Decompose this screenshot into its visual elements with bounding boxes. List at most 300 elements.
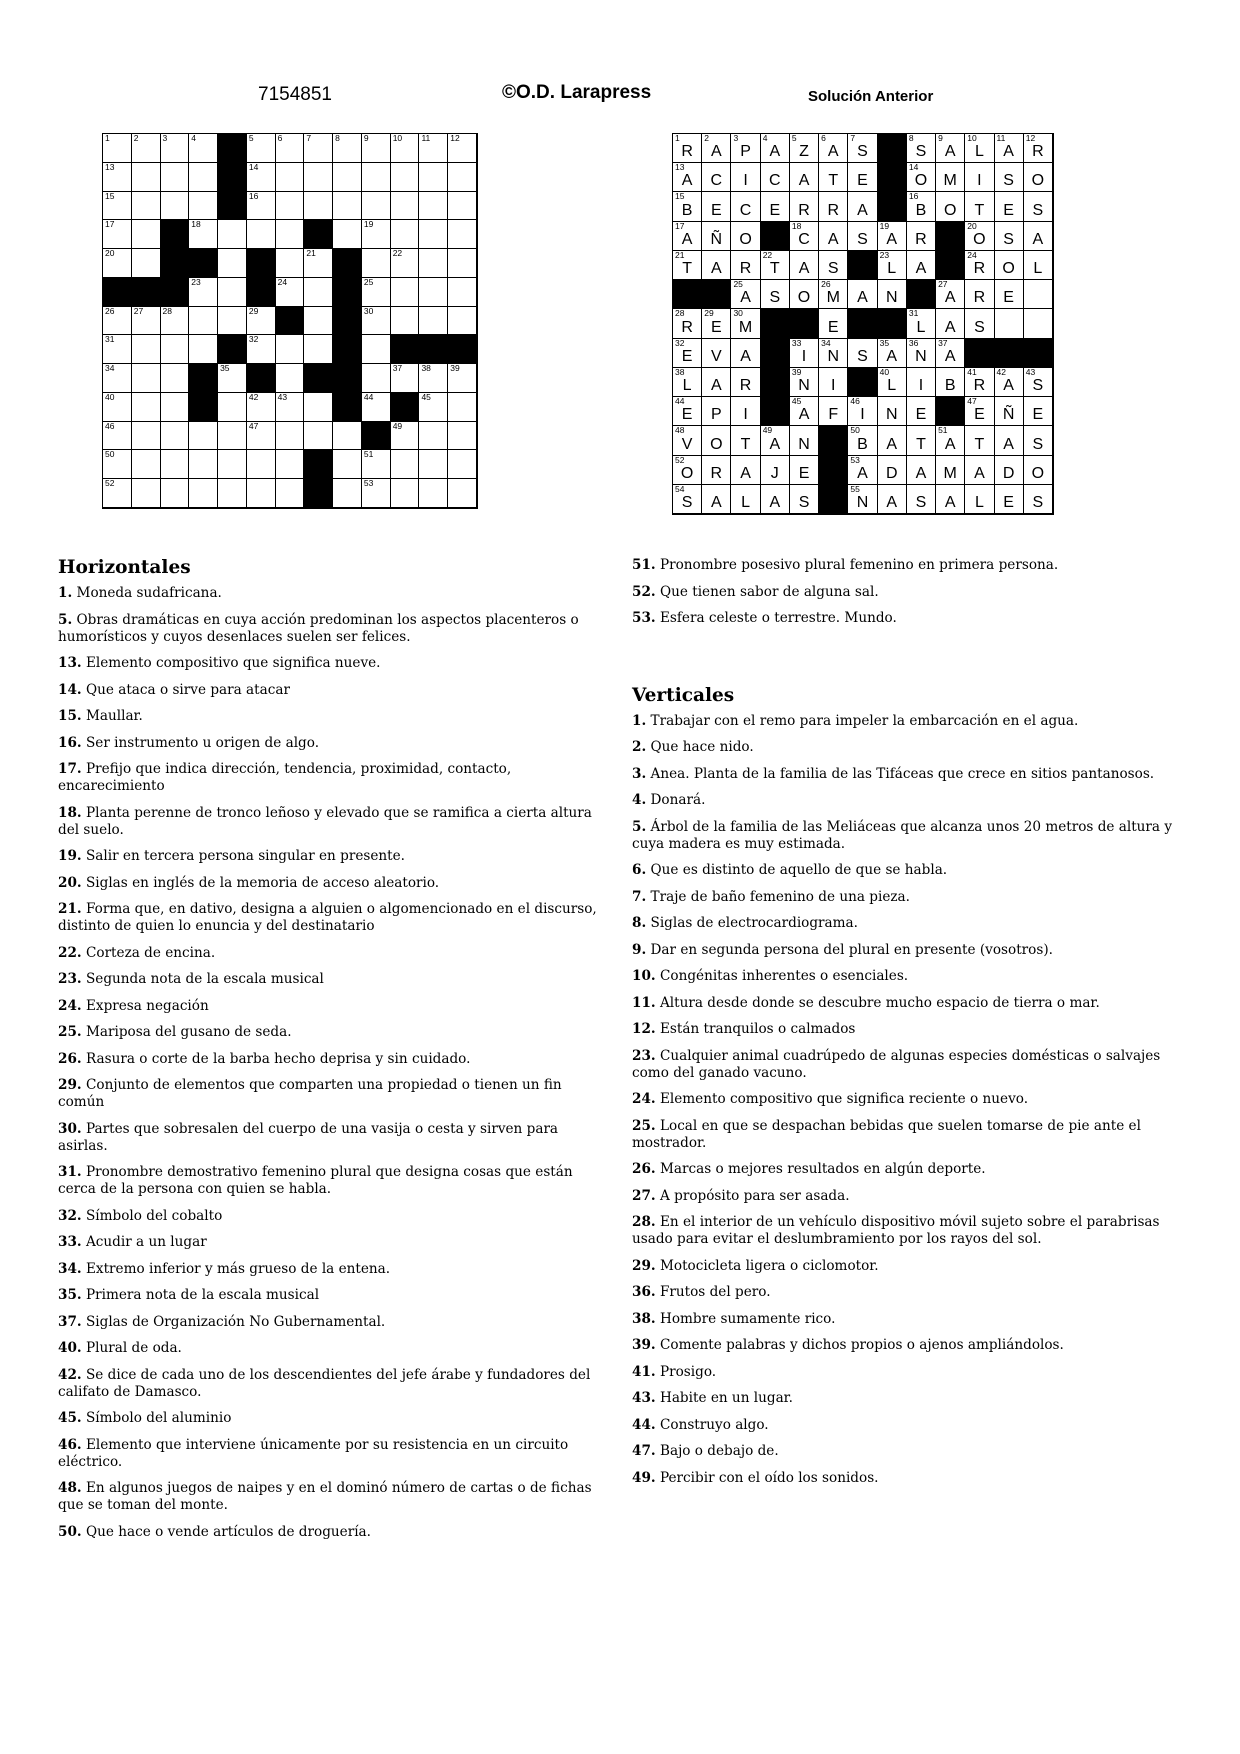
puzzle-cell[interactable] [391,364,420,393]
puzzle-cell[interactable] [189,278,218,307]
clue-text: Plural de oda. [81,1340,182,1356]
puzzle-cell[interactable] [218,422,247,451]
solution-cell [936,426,965,455]
puzzle-cell[interactable] [448,249,477,278]
cell-number: 12 [1025,133,1036,143]
puzzle-cell[interactable] [304,163,333,192]
cell-letter: A [1003,377,1014,395]
puzzle-cell[interactable] [304,249,333,278]
puzzle-id: 7154851 [258,84,332,105]
solution-cell [819,222,848,251]
puzzle-cell[interactable] [448,450,477,479]
solution-black-cell [761,222,790,251]
puzzle-cell[interactable] [391,278,420,307]
cell-letter: I [860,406,865,424]
cell-letter: E [710,201,722,219]
solution-cell [702,456,731,485]
puzzle-cell[interactable] [391,422,420,451]
clue-number: 46. [58,1436,82,1453]
clue-number: 49. [632,1469,656,1486]
clue-text: Árbol de la familia de las Meliáceas que alcanza unos 20 metros de altura y cuya madera es muy estimada. [632,818,1173,852]
solution-cell [995,192,1024,221]
puzzle-cell[interactable] [362,163,391,192]
solution-cell [790,280,819,309]
clue-number: 20. [58,874,82,891]
clue-number: 18. [58,804,82,821]
cell-number: 44 [363,391,374,402]
puzzle-cell[interactable] [218,364,247,393]
solution-cell [731,280,760,309]
puzzle-cell[interactable] [276,422,305,451]
puzzle-cell[interactable] [218,249,247,278]
cell-letter: P [740,143,751,161]
puzzle-cell[interactable] [448,278,477,307]
puzzle-cell[interactable] [161,307,190,336]
puzzle-cell[interactable] [189,450,218,479]
cell-letter: B [857,435,868,453]
puzzle-cell[interactable] [276,220,305,249]
puzzle-cell[interactable] [362,307,391,336]
cell-letter: M [826,289,840,307]
across-clues-column [58,557,606,1550]
puzzle-cell[interactable] [304,422,333,451]
puzzle-cell[interactable] [103,220,132,249]
puzzle-cell[interactable] [247,307,276,336]
puzzle-cell[interactable] [247,163,276,192]
puzzle-cell[interactable] [103,192,132,221]
puzzle-cell[interactable] [448,307,477,336]
puzzle-cell[interactable] [132,393,161,422]
puzzle-cell[interactable] [103,134,132,163]
puzzle-cell[interactable] [304,278,333,307]
cell-number: 26 [105,305,115,316]
puzzle-cell[interactable] [362,249,391,278]
puzzle-cell[interactable] [419,393,448,422]
puzzle-cell[interactable] [247,192,276,221]
puzzle-cell[interactable] [276,479,305,508]
cell-letter: V [681,435,693,453]
puzzle-cell[interactable] [132,450,161,479]
puzzle-cell[interactable] [132,192,161,221]
down-clue [632,1214,1192,1248]
solution-cell [965,309,994,338]
clue-text: Están tranquilos o calmados [655,1021,856,1037]
puzzle-cell[interactable] [132,249,161,278]
solution-cell [819,251,848,280]
puzzle-cell[interactable] [103,335,132,364]
puzzle-cell[interactable] [276,192,305,221]
puzzle-cell[interactable] [304,134,333,163]
puzzle-cell[interactable] [161,163,190,192]
solution-cell [995,397,1024,426]
puzzle-cell[interactable] [218,307,247,336]
puzzle-cell[interactable] [304,307,333,336]
puzzle-cell[interactable] [103,450,132,479]
clue-text: Símbolo del cobalto [81,1207,223,1224]
puzzle-black-cell [276,307,305,336]
solution-cell [878,368,907,397]
cell-letter: A [710,143,722,161]
cell-letter: T [682,260,692,278]
cell-letter: I [831,377,836,395]
puzzle-cell[interactable] [333,450,362,479]
cell-letter: A [740,289,751,307]
puzzle-cell[interactable] [448,393,477,422]
cell-number: 49 [392,420,403,431]
solution-black-cell [819,426,848,455]
solution-cell [848,192,877,221]
clue-text: Donará. [646,792,706,808]
puzzle-cell[interactable] [391,134,420,163]
solution-cell [907,134,936,163]
puzzle-black-cell [247,249,276,278]
puzzle-cell[interactable] [362,479,391,508]
cell-number: 47 [967,396,977,407]
puzzle-cell[interactable] [218,479,247,508]
puzzle-cell[interactable] [189,134,218,163]
cell-letter: L [974,143,984,161]
puzzle-cell[interactable] [247,393,276,422]
solution-black-cell [878,309,907,338]
solution-cell [761,426,790,455]
clue-text: Siglas de Organización No Gubernamental. [81,1313,386,1330]
puzzle-cell[interactable] [448,479,477,508]
clue-text: Ser instrumento u origen de algo. [81,734,320,751]
clue-text: Frutos del pero. [655,1284,771,1300]
puzzle-cell[interactable] [247,220,276,249]
cell-number: 19 [879,220,890,231]
solution-cell [878,280,907,309]
solution-cell [731,426,760,455]
puzzle-cell[interactable] [132,479,161,508]
solution-cell [1024,456,1053,485]
cell-letter: L [887,377,897,395]
cell-number: 20 [967,220,977,231]
puzzle-cell[interactable] [218,278,247,307]
puzzle-cell[interactable] [391,220,420,249]
puzzle-cell[interactable] [103,249,132,278]
cell-letter: A [886,435,898,453]
cell-letter: Ñ [710,230,723,248]
puzzle-cell[interactable] [391,192,420,221]
across-clue [58,1121,606,1155]
puzzle-cell[interactable] [419,364,448,393]
puzzle-cell[interactable] [304,393,333,422]
puzzle-cell[interactable] [362,220,391,249]
clue-number: 40. [58,1340,82,1356]
across-clue [58,761,606,795]
puzzle-cell[interactable] [189,192,218,221]
puzzle-cell[interactable] [419,192,448,221]
puzzle-cell[interactable] [132,134,161,163]
solution-cell [731,339,760,368]
solution-cell [790,368,819,397]
puzzle-cell[interactable] [161,335,190,364]
puzzle-black-cell [247,364,276,393]
clue-number: 6. [632,862,647,878]
down-clue [632,862,1192,879]
solution-cell [907,397,936,426]
cell-number: 37 [938,337,948,348]
clue-number: 32. [58,1207,82,1224]
puzzle-cell[interactable] [218,450,247,479]
cell-letter: B [944,377,956,395]
cell-letter: Ñ [1002,406,1015,424]
puzzle-cell[interactable] [448,220,477,249]
solution-cell [995,456,1024,485]
solution-cell [848,134,877,163]
clue-number: 10. [632,968,656,984]
clue-text: Dar en segunda persona del plural en presente (vosotros). [646,941,1053,958]
solution-black-cell [936,397,965,426]
clue-text: Corteza de encina. [81,944,216,961]
solution-cell [702,222,731,251]
cell-letter: Z [799,143,809,161]
clue-text: Habite en un lugar. [655,1390,794,1406]
cell-letter: N [827,347,840,365]
across-clue [58,585,606,602]
puzzle-cell[interactable] [132,220,161,249]
solution-cell [673,339,702,368]
clue-text: Comente palabras y dichos propios o ajenos ampliándolos. [655,1337,1064,1353]
solution-cell [848,426,877,455]
puzzle-cell[interactable] [276,364,305,393]
solution-cell [761,456,790,485]
puzzle-cell[interactable] [161,192,190,221]
puzzle-cell[interactable] [189,163,218,192]
puzzle-cell[interactable] [161,422,190,451]
puzzle-cell[interactable] [247,422,276,451]
cell-letter: O [739,230,752,248]
solution-black-cell [878,134,907,163]
puzzle-cell[interactable] [391,307,420,336]
puzzle-cell[interactable] [419,249,448,278]
cell-letter: A [915,464,927,482]
puzzle-black-cell [304,450,333,479]
puzzle-cell[interactable] [448,134,477,163]
cell-number: 40 [879,366,890,377]
puzzle-cell[interactable] [419,134,448,163]
solution-cell [761,134,790,163]
clue-text: Trabajar con el remo para impeler la embarcación en el agua. [646,712,1079,729]
puzzle-cell[interactable] [448,364,477,393]
puzzle-black-cell [362,422,391,451]
puzzle-cell[interactable] [189,220,218,249]
clue-number: 13. [58,655,82,671]
puzzle-cell[interactable] [161,450,190,479]
puzzle-cell[interactable] [161,393,190,422]
puzzle-cell[interactable] [362,364,391,393]
puzzle-cell[interactable] [132,422,161,451]
puzzle-cell[interactable] [391,163,420,192]
puzzle-cell[interactable] [218,220,247,249]
solution-black-cell [1024,339,1053,368]
clue-text: Que es distinto de aquello de que se habla. [646,862,948,878]
cell-letter: R [973,377,986,395]
puzzle-cell[interactable] [333,134,362,163]
puzzle-cell[interactable] [103,364,132,393]
cell-number: 52 [105,478,115,489]
solution-black-cell [965,339,994,368]
solution-cell [1024,251,1053,280]
puzzle-cell[interactable] [189,422,218,451]
clue-number: 25. [632,1117,656,1134]
puzzle-cell[interactable] [247,134,276,163]
puzzle-cell[interactable] [103,479,132,508]
puzzle-cell[interactable] [362,192,391,221]
down-clue [632,819,1192,853]
cell-letter: P [710,406,722,424]
solution-cell [673,397,702,426]
solution-cell [731,222,760,251]
puzzle-cell[interactable] [189,479,218,508]
puzzle-cell[interactable] [276,450,305,479]
puzzle-cell[interactable] [448,422,477,451]
cell-number: 24 [967,249,977,260]
clue-number: 9. [632,941,647,958]
puzzle-cell[interactable] [132,335,161,364]
puzzle-cell[interactable] [419,422,448,451]
cell-number: 2 [704,133,709,143]
cell-number: 4 [762,133,768,143]
clue-text: Congénitas inherentes o esenciales. [655,968,909,984]
puzzle-cell[interactable] [362,134,391,163]
down-clue [632,1118,1192,1152]
solution-cell [731,397,760,426]
cell-number: 55 [850,483,860,494]
puzzle-cell[interactable] [333,192,362,221]
solution-cell [848,397,877,426]
puzzle-cell[interactable] [247,479,276,508]
puzzle-cell[interactable] [419,220,448,249]
across-clue [58,1287,606,1304]
puzzle-cell[interactable] [276,278,305,307]
puzzle-cell[interactable] [362,278,391,307]
cell-letter: O [710,435,723,453]
solution-cell [965,426,994,455]
clue-text: Salir en tercera persona singular en presente. [81,848,405,864]
puzzle-cell[interactable] [304,192,333,221]
puzzle-cell[interactable] [391,479,420,508]
solution-cell [907,456,936,485]
puzzle-cell[interactable] [247,450,276,479]
cell-letter: A [1032,230,1044,248]
cell-letter: S [798,493,810,511]
puzzle-cell[interactable] [132,307,161,336]
clue-text: Símbolo del aluminio [81,1410,232,1426]
solution-black-cell [878,192,907,221]
cell-letter: O [1031,464,1045,482]
clue-text: Planta perenne de tronco leñoso y elevado que se ramifica a cierta altura del suelo. [58,804,592,838]
solution-cell [878,251,907,280]
cell-letter: A [710,260,722,278]
puzzle-cell[interactable] [448,192,477,221]
clue-text: Siglas en inglés de la memoria de acceso aleatorio. [81,874,440,891]
puzzle-cell[interactable] [419,307,448,336]
cell-number: 5 [248,133,254,143]
solution-cell [673,368,702,397]
puzzle-cell[interactable] [419,163,448,192]
solution-cell [848,280,877,309]
cell-number: 13 [675,162,685,173]
puzzle-cell[interactable] [419,479,448,508]
solution-black-cell [673,280,702,309]
puzzle-cell[interactable] [189,307,218,336]
puzzle-cell[interactable] [161,479,190,508]
puzzle-cell[interactable] [218,393,247,422]
puzzle-cell[interactable] [103,393,132,422]
puzzle-cell[interactable] [391,450,420,479]
cell-number: 41 [967,366,977,377]
previous-solution-label: Solución Anterior [808,88,934,105]
cell-number: 4 [191,133,197,143]
cell-letter: S [1032,493,1044,511]
puzzle-cell[interactable] [419,278,448,307]
solution-cell [878,397,907,426]
puzzle-cell[interactable] [362,393,391,422]
puzzle-cell[interactable] [304,335,333,364]
cell-number: 46 [105,420,115,431]
puzzle-cell[interactable] [362,450,391,479]
puzzle-cell[interactable] [333,163,362,192]
solution-cell [790,163,819,192]
puzzle-cell[interactable] [448,163,477,192]
puzzle-cell[interactable] [161,134,190,163]
solution-cell [1024,163,1053,192]
puzzle-black-cell [304,220,333,249]
solution-cell [819,397,848,426]
puzzle-cell[interactable] [333,220,362,249]
puzzle-cell[interactable] [333,479,362,508]
puzzle-cell[interactable] [189,335,218,364]
puzzle-cell[interactable] [419,450,448,479]
clue-number: 12. [632,1021,656,1037]
puzzle-cell[interactable] [276,393,305,422]
cell-letter: T [740,435,751,453]
puzzle-cell[interactable] [391,249,420,278]
cell-letter: E [915,406,927,424]
puzzle-cell[interactable] [103,422,132,451]
puzzle-cell[interactable] [276,134,305,163]
puzzle-cell[interactable] [276,249,305,278]
cell-number: 45 [421,391,431,402]
clue-number: 16. [58,734,82,751]
puzzle-cell[interactable] [132,163,161,192]
puzzle-black-cell [391,393,420,422]
puzzle-cell[interactable] [161,364,190,393]
clue-text: Esfera celeste o terrestre. Mundo. [655,610,897,626]
puzzle-cell[interactable] [103,163,132,192]
cell-letter: S [857,230,868,248]
cell-number: 30 [363,305,374,316]
puzzle-cell[interactable] [362,335,391,364]
puzzle-cell[interactable] [276,335,305,364]
puzzle-cell[interactable] [103,307,132,336]
puzzle-black-cell [189,393,218,422]
puzzle-cell[interactable] [132,364,161,393]
puzzle-black-cell [304,479,333,508]
clue-text: Primera nota de la escala musical [81,1287,320,1303]
down-clue [632,1048,1192,1082]
cell-number: 35 [879,337,890,348]
puzzle-cell[interactable] [247,335,276,364]
puzzle-cell[interactable] [333,422,362,451]
puzzle-cell[interactable] [276,163,305,192]
solution-cell [965,192,994,221]
solution-cell [1024,485,1053,514]
cell-letter: L [1033,260,1043,278]
cell-number: 6 [821,133,826,143]
